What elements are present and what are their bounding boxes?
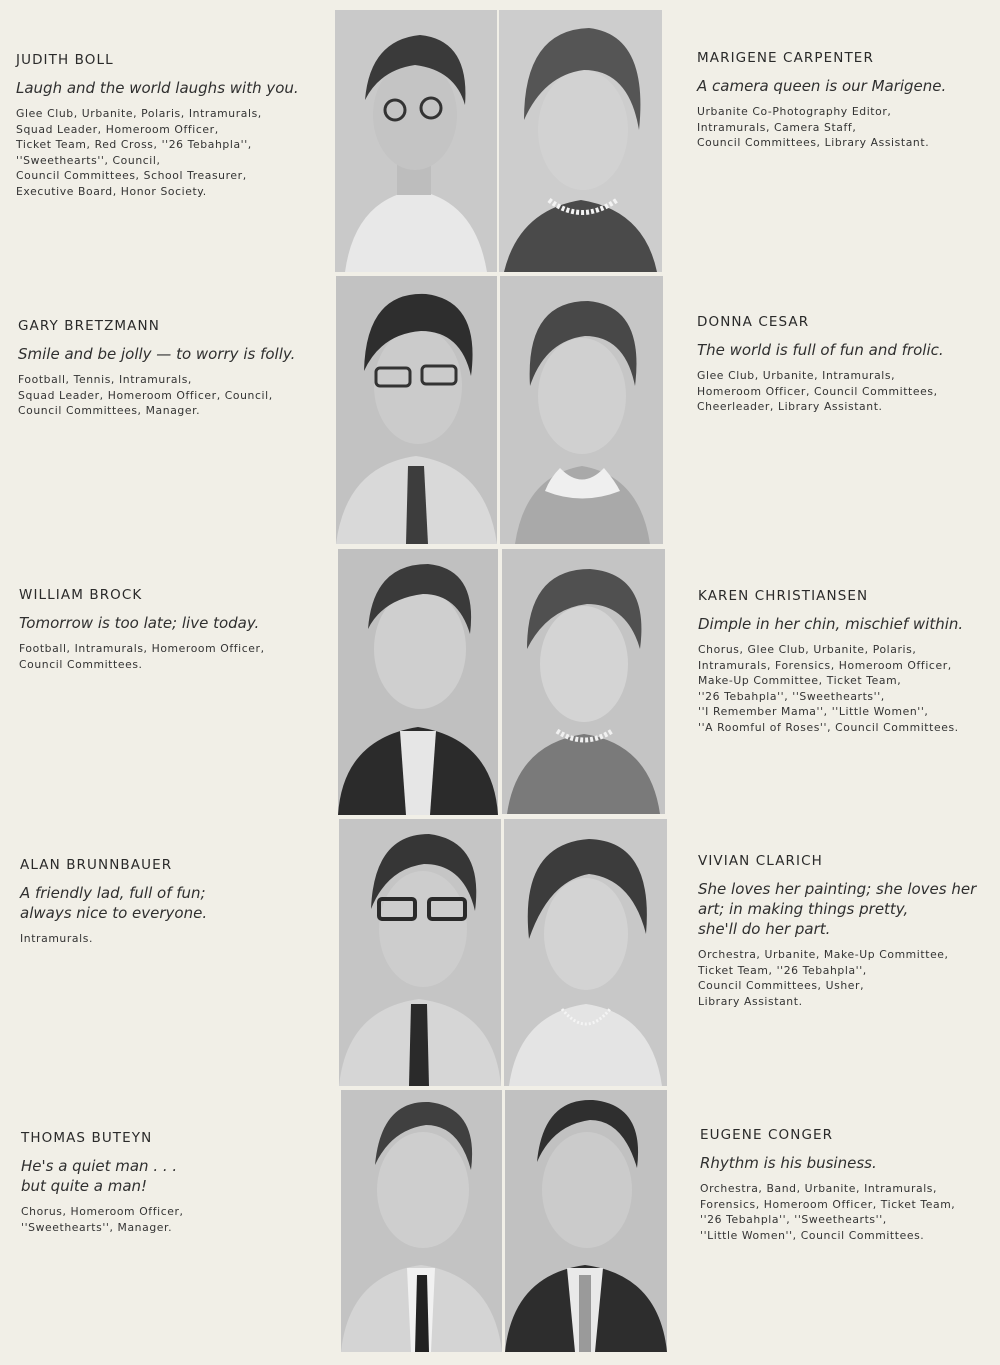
portrait-photo-william-brock <box>338 549 498 815</box>
student-name: EUGENE CONGER <box>700 1127 834 1143</box>
student-quote: Laugh and the world laughs with you. <box>16 79 299 97</box>
student-name: VIVIAN CLARICH <box>698 853 823 869</box>
portrait-photo-marigene-carpenter <box>499 10 662 272</box>
student-activities: Glee Club, Urbanite, Polaris, Intramurals, Squad Leader, Homeroom Officer, Ticket Team, Red Cross, ''26 Tebahpla'', ''Sweethearts'', Council, Council Committees, School Treasurer, Executive Board, Honor Society. <box>16 107 262 198</box>
portrait-photo-karen-christiansen <box>502 549 665 814</box>
student-quote: A camera queen is our Marigene. <box>697 77 947 95</box>
student-name: THOMAS BUTEYN <box>21 1130 153 1146</box>
portrait-photo-alan-brunnbauer <box>339 819 501 1086</box>
student-name: KAREN CHRISTIANSEN <box>698 588 869 604</box>
student-quote: She loves her painting; she loves her art; in making things pretty, she'll do her part. <box>698 880 977 938</box>
student-name: WILLIAM BROCK <box>19 587 143 603</box>
student-activities: Intramurals. <box>20 932 93 945</box>
student-bio-donna-cesar <box>697 314 992 415</box>
student-bio-marigene-carpenter <box>697 50 992 151</box>
student-quote: A friendly lad, full of fun; always nice to everyone. <box>20 884 208 922</box>
student-quote: Rhythm is his business. <box>700 1154 877 1172</box>
portrait-photo-gary-bretzmann <box>336 276 497 544</box>
student-activities: Orchestra, Urbanite, Make-Up Committee, Ticket Team, ''26 Tebahpla'', Council Committees, Usher, Library Assistant. <box>698 948 949 1008</box>
student-bio-william-brock <box>19 587 319 672</box>
portrait-photo-vivian-clarich <box>504 819 667 1086</box>
student-bio-eugene-conger <box>700 1127 995 1243</box>
student-name: MARIGENE CARPENTER <box>697 50 874 66</box>
student-bio-gary-bretzmann <box>18 318 318 419</box>
student-name: ALAN BRUNNBAUER <box>20 857 173 873</box>
student-bio-judith-boll <box>16 52 316 199</box>
student-bio-vivian-clarich <box>698 853 993 1009</box>
student-bio-thomas-buteyn <box>21 1130 321 1235</box>
portrait-photo-thomas-buteyn <box>341 1090 502 1352</box>
portrait-photo-donna-cesar <box>500 276 663 544</box>
student-activities: Football, Intramurals, Homeroom Officer, Council Committees. <box>19 642 265 671</box>
student-name: JUDITH BOLL <box>16 52 114 68</box>
student-bio-karen-christiansen <box>698 588 993 735</box>
student-name: GARY BRETZMANN <box>18 318 160 334</box>
student-activities: Glee Club, Urbanite, Intramurals, Homeroom Officer, Council Committees, Cheerleader, Library Assistant. <box>697 369 938 413</box>
student-quote: Tomorrow is too late; live today. <box>19 614 260 632</box>
student-name: DONNA CESAR <box>697 314 810 330</box>
student-activities: Urbanite Co-Photography Editor, Intramurals, Camera Staff, Council Committees, Library Assistant. <box>697 105 930 149</box>
student-bio-alan-brunnbauer <box>20 857 320 947</box>
portrait-photo-eugene-conger <box>505 1090 667 1352</box>
student-activities: Chorus, Glee Club, Urbanite, Polaris, Intramurals, Forensics, Homeroom Officer, Make-Up Committee, Ticket Team, ''26 Tebahpla'', ''Sweethearts'', ''I Remember Mama'', ''Little Women'', ''A Roomful of Roses'', Council Committees. <box>698 643 959 734</box>
portrait-photo-judith-boll <box>335 10 497 272</box>
student-quote: Smile and be jolly — to worry is folly. <box>18 345 296 363</box>
student-activities: Chorus, Homeroom Officer, ''Sweethearts'', Manager. <box>21 1205 184 1234</box>
student-activities: Orchestra, Band, Urbanite, Intramurals, Forensics, Homeroom Officer, Ticket Team, ''26 Tebahpla'', ''Sweethearts'', ''Little Women'', Council Committees. <box>700 1182 956 1242</box>
student-quote: He's a quiet man . . . but quite a man! <box>21 1157 178 1195</box>
student-quote: The world is full of fun and frolic. <box>697 341 944 359</box>
student-activities: Football, Tennis, Intramurals, Squad Leader, Homeroom Officer, Council, Council Committees, Manager. <box>18 373 273 417</box>
student-quote: Dimple in her chin, mischief within. <box>698 615 964 633</box>
